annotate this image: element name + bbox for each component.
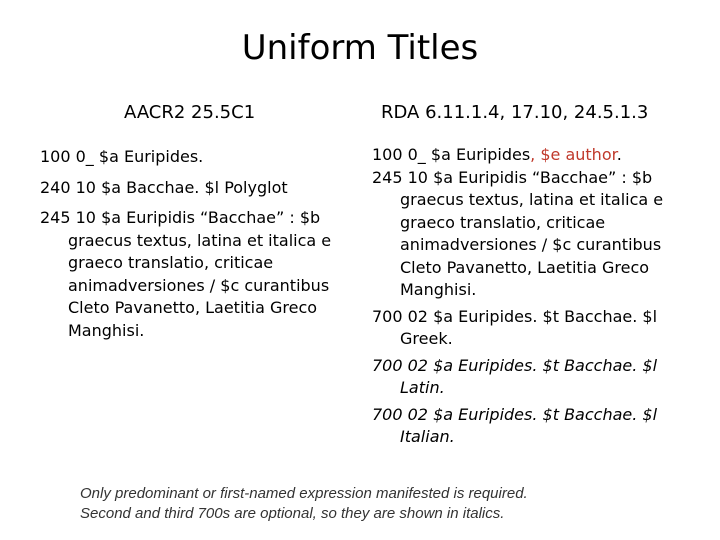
aacr2-column <box>40 146 350 350</box>
rda-field-700-latin: 700 02 $a Euripides. $t Bacchae. $l Latin. <box>372 355 658 397</box>
rda-field-100-end: . <box>616 145 622 164</box>
footnote <box>80 484 700 524</box>
aacr2-field-100: 100 0_ $a Euripides. <box>40 147 204 166</box>
rda-column <box>372 144 702 449</box>
rda-field-100-main: 100 0_ $a Euripides <box>372 145 531 164</box>
aacr2-field-245: 245 10 $a Euripidis “Bacchae” : $b graecus textus, latina et italica e graeco translatio, criticae animadversiones / $c curantibus Cleto Pavanetto, Laetitia Greco Manghisi. <box>40 208 332 340</box>
aacr2-field-240: 240 10 $a Bacchae. $l Polyglot <box>40 177 288 197</box>
footnote-line-1: Only predominant or first-named expression manifested is required. <box>80 485 528 502</box>
slide-title: Uniform Titles <box>241 28 479 68</box>
rda-field-700-greek: 700 02 $a Euripides. $t Bacchae. $l Greek. <box>372 306 658 348</box>
rda-field-100 <box>372 144 702 167</box>
rda-relator-term: , $e author <box>530 145 617 164</box>
rda-heading: RDA 6.11.1.4, 17.10, 24.5.1.3 <box>381 102 649 123</box>
aacr2-heading: AACR2 25.5C1 <box>124 102 256 123</box>
rda-field-245: 245 10 $a Euripidis “Bacchae” : $b graecus textus, latina et italica e graeco translatio, criticae animadversiones / $c curantibus Cleto Pavanetto, Laetitia Greco Manghisi. <box>372 167 664 299</box>
rda-field-700-italian: 700 02 $a Euripides. $t Bacchae. $l Italian. <box>372 404 658 446</box>
footnote-line-2: Second and third 700s are optional, so they are shown in italics. <box>80 505 505 522</box>
